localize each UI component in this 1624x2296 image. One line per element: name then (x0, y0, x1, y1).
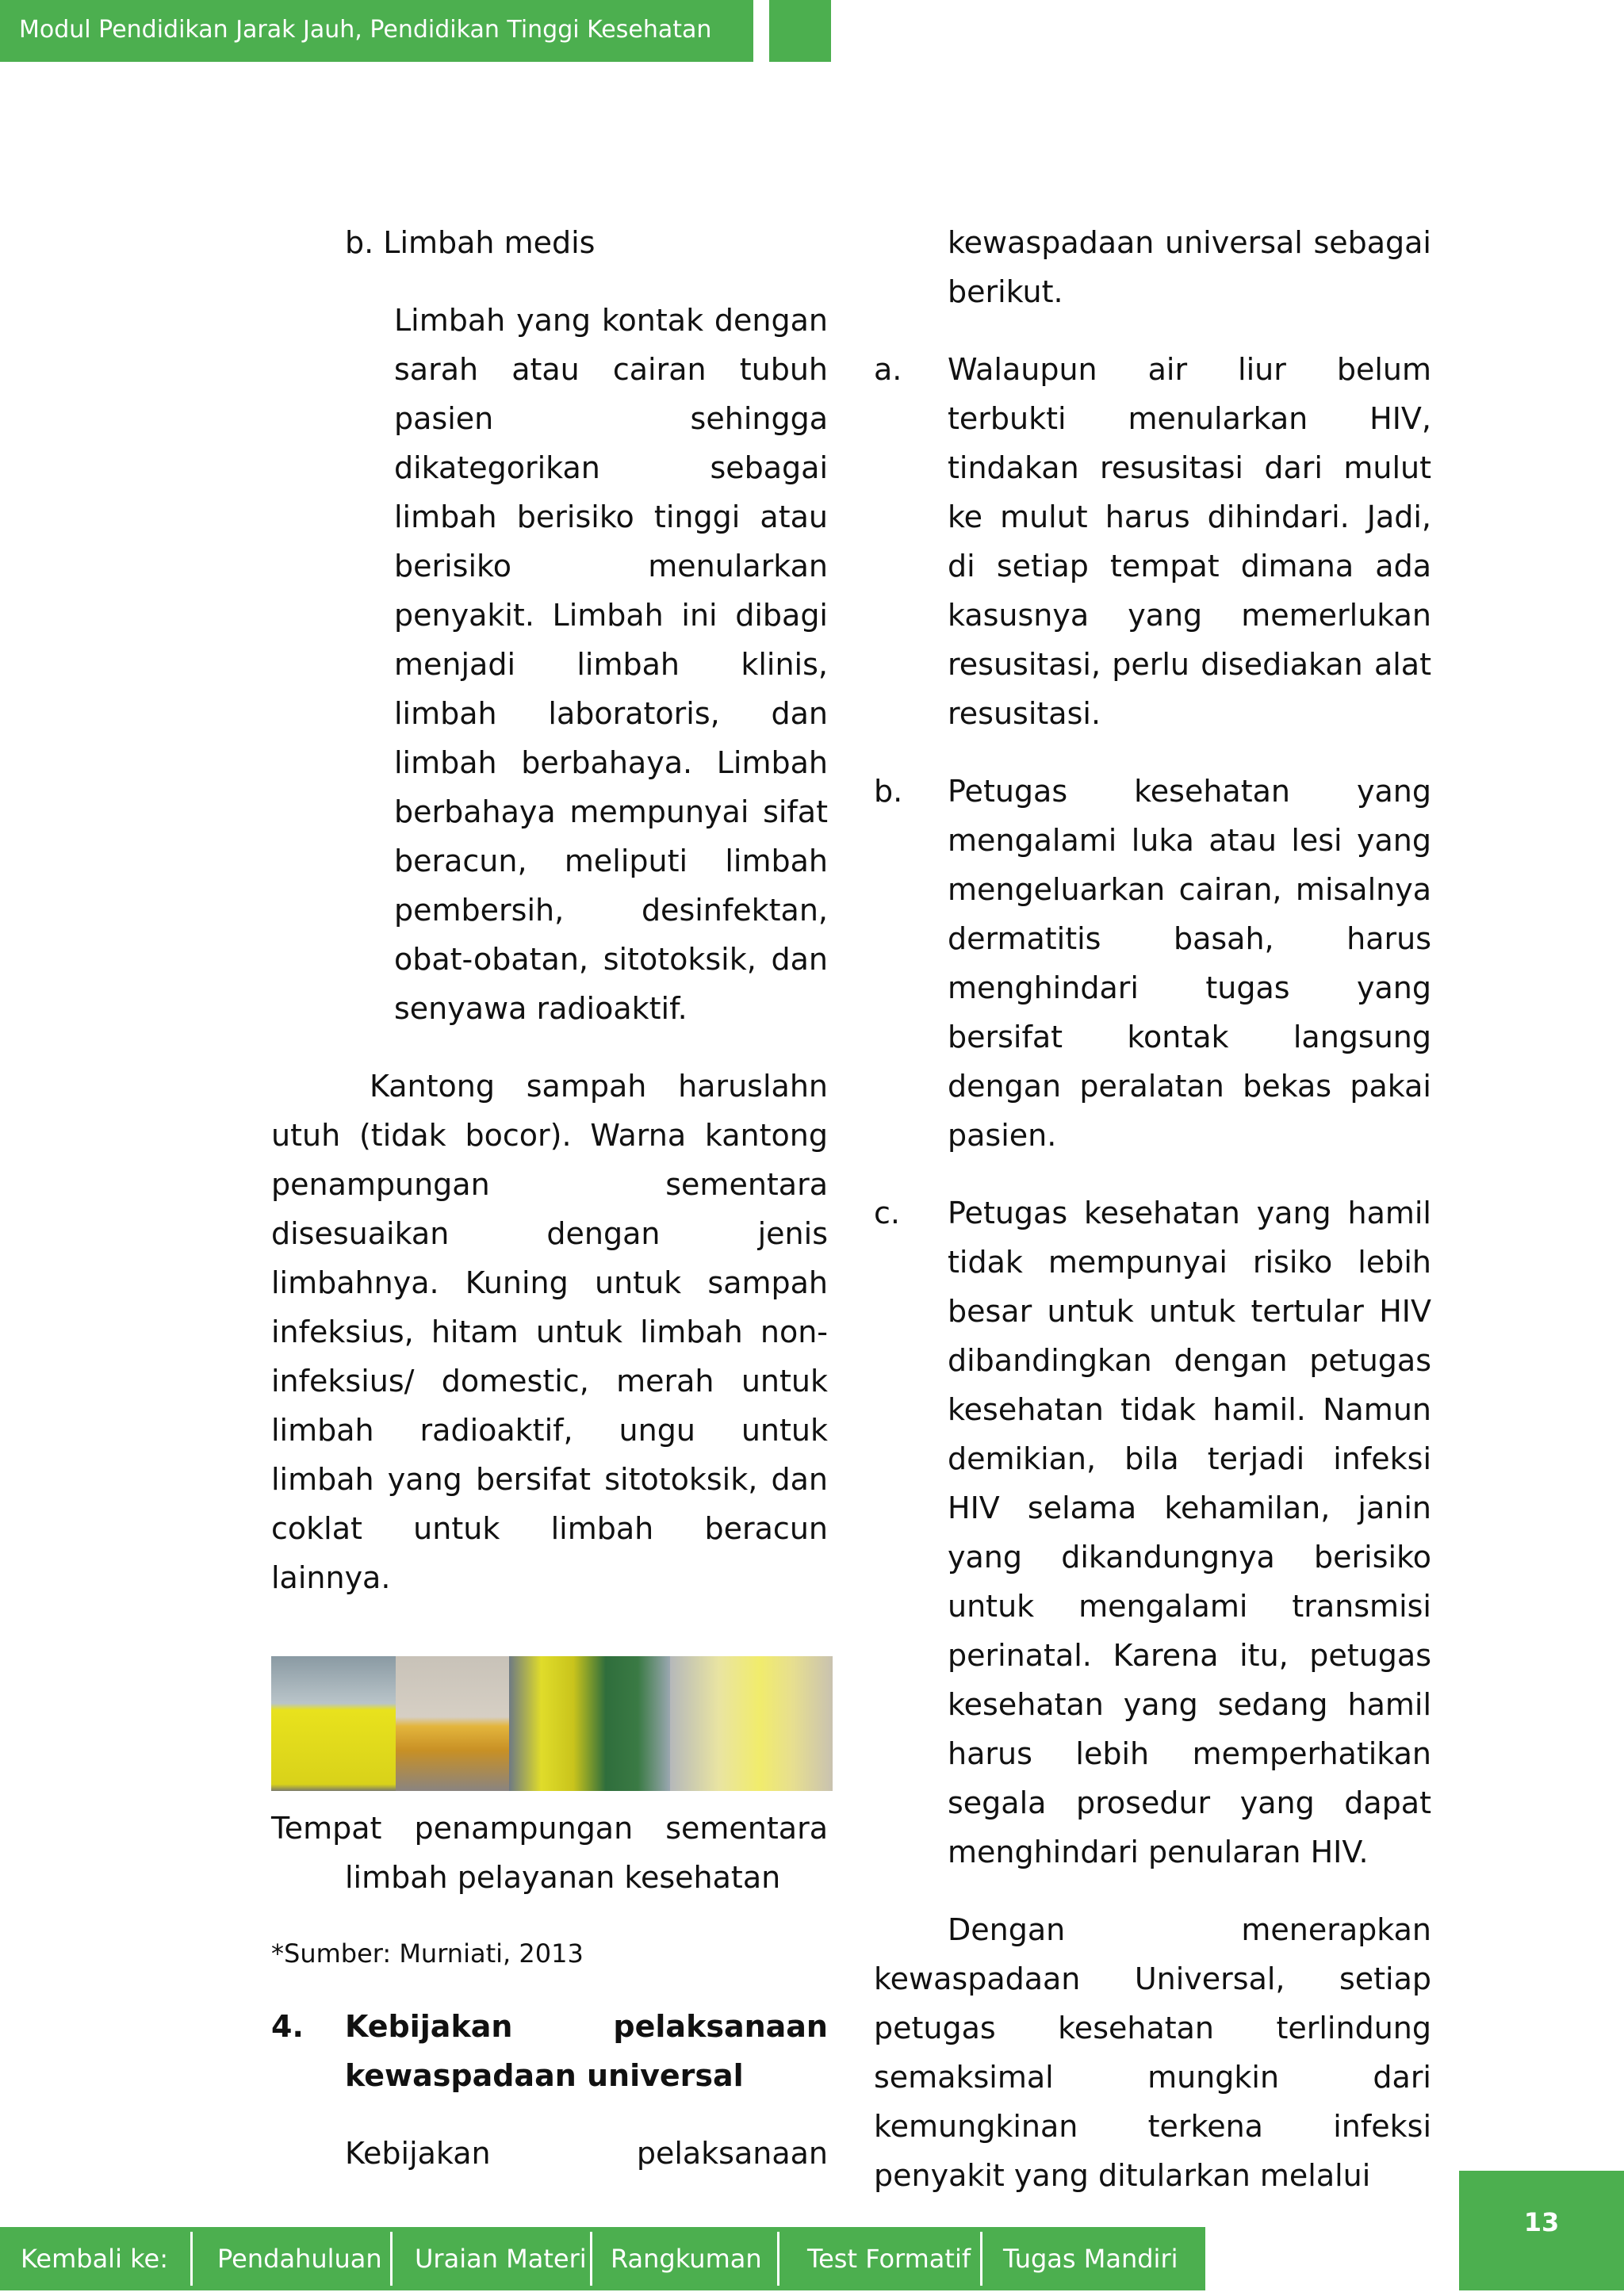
nav-separator (980, 2232, 982, 2286)
continuation-text: kewaspadaan universal sebagai berikut. (948, 225, 1431, 309)
section-number: 4. (271, 2009, 304, 2044)
page-number: 13 (1523, 2207, 1560, 2237)
header-bar (0, 0, 753, 62)
list-item-c (874, 1188, 1431, 1877)
right-column (874, 218, 1431, 2200)
footer-nav-bar (0, 2227, 1205, 2290)
nav-separator (777, 2232, 779, 2286)
list-label-a: a. (874, 352, 902, 387)
list-text-c: Petugas kesehatan yang hamil tidak mempunyai risiko lebih besar untuk untuk tertular HIV dibandingkan dengan petugas kesehatan tidak hamil. Namun demikian, bila terjadi infeksi HIV selama kehamilan, janin yang dikandungnya berisiko untuk mengalami transmisi perinatal. Karena itu, petugas kesehatan yang sedang hamil harus lebih memperhatikan segala prosedur yang dapat menghindari penularan HIV. (948, 1196, 1431, 1869)
section-intro: Kebijakan pelaksanaan (345, 2136, 828, 2171)
medical-waste-text: Limbah yang kontak dengan sarah atau cairan tubuh pasien sehingga dikategorikan sebagai limbah berisiko tinggi atau berisiko menularkan penyakit. Limbah ini dibagi menjadi limbah klinis, limbah laboratoris, dan limbah berbahaya. Limbah berbahaya mempunyai sifat beracun, meliputi limbah pembersih, desinfektan, obat-obatan, sitotoksik, dan senyawa radioaktif. (394, 303, 828, 1026)
sharps-container-photo (396, 1656, 509, 1791)
section-heading (271, 2002, 828, 2100)
left-column (271, 218, 828, 2178)
pedal-bins-photo (509, 1656, 670, 1791)
nav-separator (590, 2232, 592, 2286)
back-label: Kembali ke: (21, 2244, 168, 2274)
list-text-a: Walaupun air liur belum terbukti menularkan HIV, tindakan resusitasi dari mulut ke mulut harus dihindari. Jadi, di setiap tempat dimana ada kasusnya yang memerlukan resusitasi, perlu disediakan alat resusitasi. (948, 352, 1431, 731)
nav-separator (190, 2232, 193, 2286)
waste-bins-figure (271, 1656, 833, 1791)
figure-caption-line1: Tempat penampungan sementara (271, 1811, 828, 1846)
list-item-a (874, 345, 1431, 738)
closing-paragraph: Dengan menerapkan kewaspadaan Universal, setiap petugas kesehatan terlindung semaksimal mungkin dari kemungkinan terkena infeksi penyakit yang ditularkan melalui (874, 1912, 1431, 2193)
section-title: Kebijakan pelaksanaan kewaspadaan universal (345, 2009, 828, 2093)
module-title: Modul Pendidikan Jarak Jauh, Pendidikan Tinggi Kesehatan (19, 16, 712, 44)
figure-caption-line2: limbah pelayanan kesehatan (345, 1860, 781, 1895)
nav-link-test-formatif[interactable]: Test Formatif (807, 2244, 971, 2274)
bag-holder-photo (670, 1656, 833, 1791)
list-text-b: Petugas kesehatan yang mengalami luka atau lesi yang mengeluarkan cairan, misalnya dermatitis basah, harus menghindari tugas yang bersifat kontak langsung dengan peralatan bekas pakai pasien. (948, 774, 1431, 1153)
header-accent-square (769, 0, 831, 62)
subheading-medical-waste: b. Limbah medis (345, 225, 596, 260)
figure-caption (271, 1804, 828, 1902)
nav-link-tugas-mandiri[interactable]: Tugas Mandiri (1003, 2244, 1178, 2274)
nav-link-pendahuluan[interactable]: Pendahuluan (217, 2244, 382, 2274)
list-label-b: b. (874, 774, 903, 809)
page-number-box (1459, 2171, 1624, 2290)
nav-separator (390, 2232, 393, 2286)
list-item-b (874, 767, 1431, 1160)
list-label-c: c. (874, 1196, 900, 1230)
nav-link-rangkuman[interactable]: Rangkuman (611, 2244, 762, 2274)
figure-source: *Sumber: Murniati, 2013 (271, 1938, 584, 1969)
waste-bag-paragraph: Kantong sampah haruslahn utuh (tidak bocor). Warna kantong penampungan sementara disesuaikan dengan jenis limbahnya. Kuning untuk sampah infeksius, hitam untuk limbah non-infeksius/ domestic, merah untuk limbah radioaktif, ungu untuk limbah yang bersifat sitotoksik, dan coklat untuk limbah beracun lainnya. (271, 1069, 828, 1595)
nav-link-uraian-materi[interactable]: Uraian Materi (415, 2244, 587, 2274)
yellow-bin-photo (271, 1656, 396, 1791)
